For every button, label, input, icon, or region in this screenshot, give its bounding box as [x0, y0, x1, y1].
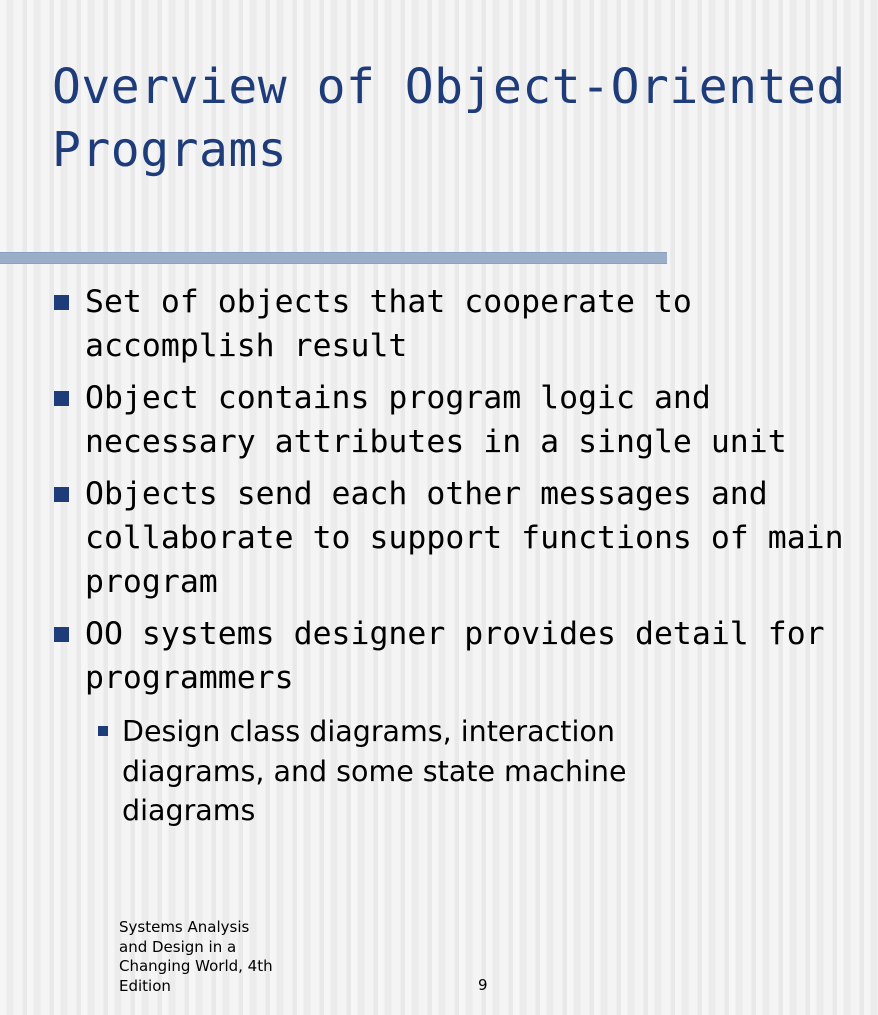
- square-bullet-icon: [54, 487, 69, 502]
- bullet-text-line: necessary attributes in a single unit: [85, 424, 787, 460]
- square-bullet-icon: [54, 627, 69, 642]
- bullet-item-1: [0, 280, 878, 368]
- bullet-text-line: Object contains program logic and: [85, 380, 711, 416]
- bullet-item-3: [0, 472, 878, 604]
- sub-bullet-item-1: [85, 712, 878, 831]
- bullet-text-line: program: [85, 564, 218, 600]
- square-bullet-icon: [54, 391, 69, 406]
- footer-line: and Design in a: [119, 937, 237, 956]
- footer-line: Systems Analysis: [119, 918, 250, 936]
- bullet-text-line: accomplish result: [85, 328, 408, 364]
- slide-title-line-1: Overview of Object-Oriented: [52, 59, 846, 115]
- bullet-list: [0, 280, 878, 839]
- page-number: 9: [478, 976, 488, 994]
- sub-bullet-text-line: diagrams: [122, 794, 256, 827]
- bullet-text-line: Objects send each other messages and: [85, 476, 768, 512]
- sub-bullet-list: [85, 712, 878, 831]
- bullet-text-line: Set of objects that cooperate to: [85, 284, 692, 320]
- bullet-text-line: programmers: [85, 660, 294, 696]
- sub-bullet-text-line: Design class diagrams, interaction: [122, 715, 615, 748]
- footer-line: Edition: [119, 976, 171, 995]
- footer-book-title: [119, 918, 299, 996]
- bullet-item-2: [0, 376, 878, 464]
- bullet-text-line: OO systems designer provides detail for: [85, 616, 825, 652]
- footer-line: Changing World, 4th: [119, 957, 273, 975]
- small-square-bullet-icon: [98, 726, 108, 736]
- bullet-item-4: [0, 612, 878, 831]
- bullet-text-line: collaborate to support functions of main: [85, 520, 844, 556]
- slide-title-line-2: Programs: [52, 122, 288, 178]
- slide-title: [52, 56, 852, 182]
- square-bullet-icon: [54, 295, 69, 310]
- title-divider: [0, 252, 667, 264]
- sub-bullet-text-line: diagrams, and some state machine: [122, 754, 627, 788]
